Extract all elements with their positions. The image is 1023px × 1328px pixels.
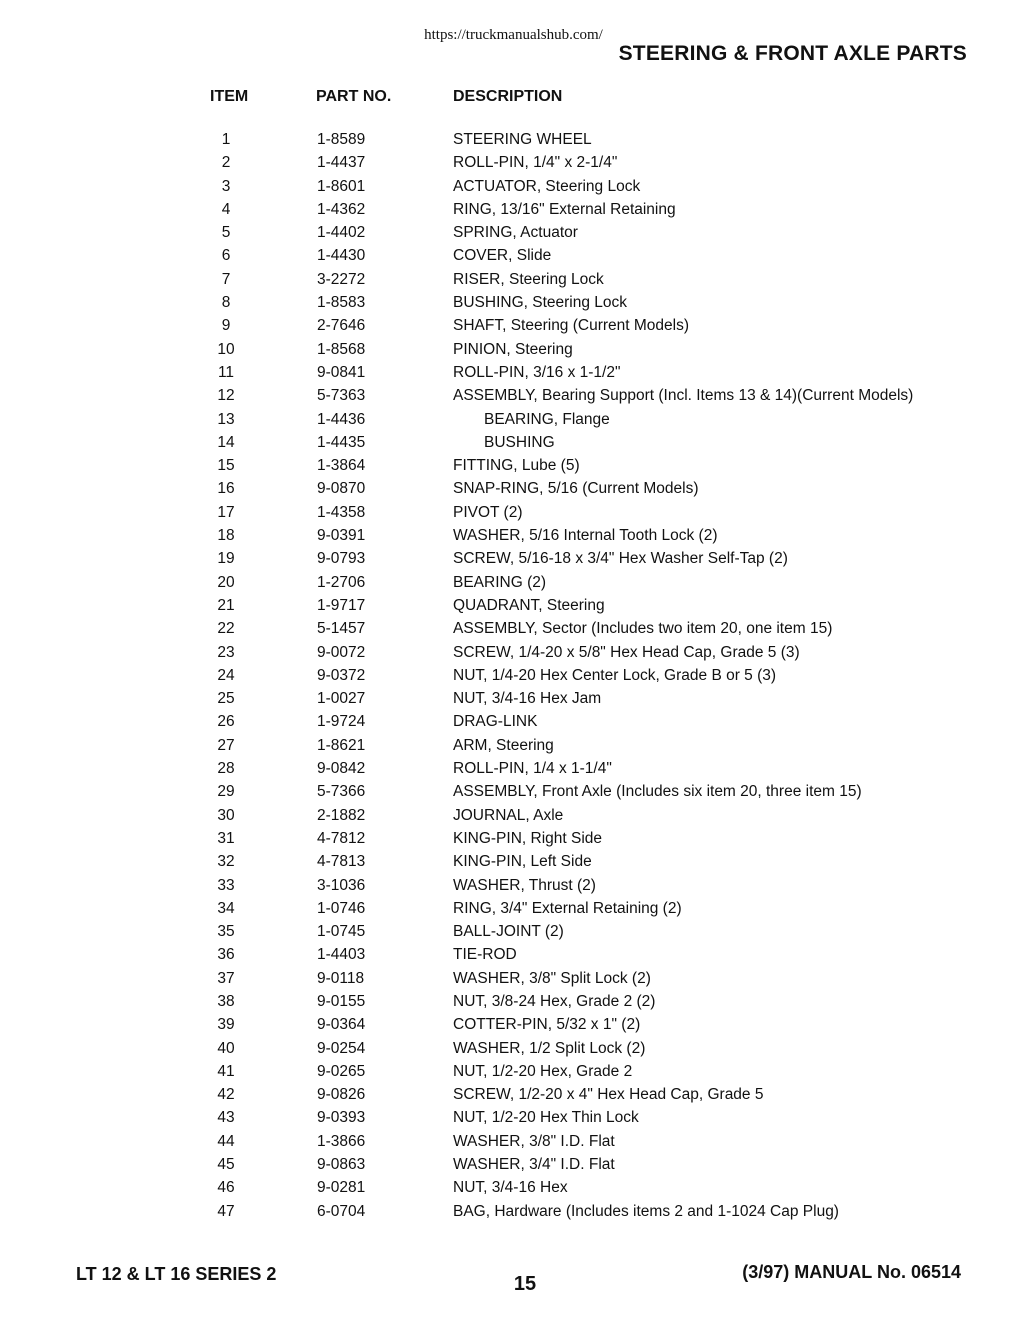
parts-row xyxy=(0,1037,1023,1060)
parts-row xyxy=(0,804,1023,827)
item-number: 24 xyxy=(217,666,235,684)
part-description: SNAP-RING, 5/16 (Current Models) xyxy=(453,480,699,498)
part-description: TIE-ROD xyxy=(453,946,517,964)
item-number: 16 xyxy=(217,480,235,498)
part-description: BUSHING, Steering Lock xyxy=(453,294,628,312)
part-description: ASSEMBLY, Front Axle (Includes six item 20, three item 15) xyxy=(453,783,862,801)
part-description: PIVOT (2) xyxy=(453,503,523,521)
part-number: 1-0745 xyxy=(317,923,366,941)
item-number: 23 xyxy=(217,643,235,661)
part-description: BAG, Hardware (Includes items 2 and 1-1024 Cap Plug) xyxy=(453,1202,839,1220)
parts-row xyxy=(0,920,1023,943)
parts-row xyxy=(0,734,1023,757)
part-description: BEARING (2) xyxy=(453,573,547,591)
part-number: 4-7812 xyxy=(317,829,366,847)
item-number: 32 xyxy=(217,853,235,871)
parts-row xyxy=(0,128,1023,151)
part-description: SPRING, Actuator xyxy=(453,224,578,242)
item-number: 27 xyxy=(217,736,235,754)
part-number: 9-0870 xyxy=(317,480,366,498)
part-description: WASHER, 1/2 Split Lock (2) xyxy=(453,1039,646,1057)
part-description: NUT, 1/2-20 Hex Thin Lock xyxy=(453,1109,639,1127)
part-description: NUT, 1/2-20 Hex, Grade 2 xyxy=(453,1062,633,1080)
parts-row xyxy=(0,268,1023,291)
item-number: 31 xyxy=(217,829,235,847)
part-description: NUT, 3/4-16 Hex Jam xyxy=(453,690,602,708)
part-number: 4-7813 xyxy=(317,853,366,871)
item-number: 44 xyxy=(217,1132,235,1150)
part-number: 1-8583 xyxy=(317,294,366,312)
parts-row xyxy=(0,664,1023,687)
part-number: 9-0265 xyxy=(317,1062,366,1080)
item-number: 1 xyxy=(221,131,231,148)
item-number: 40 xyxy=(217,1039,235,1057)
parts-row xyxy=(0,710,1023,733)
column-header-description: DESCRIPTION xyxy=(453,88,563,105)
parts-row xyxy=(0,827,1023,850)
item-number: 28 xyxy=(217,760,235,778)
parts-row xyxy=(0,314,1023,337)
item-number: 10 xyxy=(217,340,235,358)
part-description: ASSEMBLY, Bearing Support (Incl. Items 13 & 14)(Current Models) xyxy=(453,387,914,405)
part-description: ARM, Steering xyxy=(453,736,554,754)
part-description: STEERING WHEEL xyxy=(453,131,592,148)
part-number: 1-4437 xyxy=(317,154,366,172)
item-number: 26 xyxy=(217,713,235,731)
part-number: 9-0793 xyxy=(317,550,366,568)
part-description: ASSEMBLY, Sector (Includes two item 20, one item 15) xyxy=(453,620,833,638)
parts-row xyxy=(0,617,1023,640)
parts-list xyxy=(0,128,1023,1223)
item-number: 43 xyxy=(217,1109,235,1127)
parts-row xyxy=(0,594,1023,617)
parts-row xyxy=(0,1106,1023,1129)
part-description: JOURNAL, Axle xyxy=(453,806,564,824)
part-number: 9-0842 xyxy=(317,760,366,778)
parts-row xyxy=(0,151,1023,174)
item-number: 9 xyxy=(221,317,231,335)
part-number: 1-4436 xyxy=(317,410,366,428)
part-number: 1-8589 xyxy=(317,131,366,148)
part-description: WASHER, 3/8" Split Lock (2) xyxy=(453,969,651,987)
parts-row xyxy=(0,524,1023,547)
part-number: 9-0281 xyxy=(317,1179,366,1197)
parts-row xyxy=(0,198,1023,221)
part-description: KING-PIN, Left Side xyxy=(453,853,592,871)
item-number: 7 xyxy=(221,270,231,288)
part-description: RISER, Steering Lock xyxy=(453,270,604,288)
part-number: 1-8568 xyxy=(317,340,366,358)
parts-row xyxy=(0,571,1023,594)
item-number: 42 xyxy=(217,1086,235,1104)
part-description: SCREW, 5/16-18 x 3/4" Hex Washer Self-Tap (2) xyxy=(453,550,788,568)
parts-row xyxy=(0,431,1023,454)
part-number: 1-3866 xyxy=(317,1132,366,1150)
part-number: 3-1036 xyxy=(317,876,366,894)
part-description: RING, 13/16" External Retaining xyxy=(453,200,676,218)
part-description: ROLL-PIN, 3/16 x 1-1/2" xyxy=(453,363,621,381)
footer-manual-number: (3/97) MANUAL No. 06514 xyxy=(742,1262,961,1282)
part-number: 1-9717 xyxy=(317,596,366,614)
parts-row xyxy=(0,874,1023,897)
item-number: 15 xyxy=(217,457,235,475)
part-number: 1-3864 xyxy=(317,457,366,475)
part-number: 1-4362 xyxy=(317,200,366,218)
item-number: 4 xyxy=(221,200,231,218)
column-header-item: ITEM xyxy=(210,88,249,105)
parts-row xyxy=(0,338,1023,361)
part-number: 1-4402 xyxy=(317,224,366,242)
part-description: ROLL-PIN, 1/4" x 2-1/4" xyxy=(453,154,618,172)
part-number: 1-0746 xyxy=(317,899,366,917)
part-description: BALL-JOINT (2) xyxy=(453,923,564,941)
part-number: 6-0704 xyxy=(317,1202,366,1220)
parts-row xyxy=(0,1060,1023,1083)
parts-row xyxy=(0,384,1023,407)
parts-row xyxy=(0,850,1023,873)
part-number: 9-0393 xyxy=(317,1109,366,1127)
part-description: DRAG-LINK xyxy=(453,713,538,731)
part-description: ACTUATOR, Steering Lock xyxy=(453,177,641,195)
parts-row xyxy=(0,641,1023,664)
part-description: WASHER, Thrust (2) xyxy=(453,876,596,894)
part-description: BEARING, Flange xyxy=(484,410,610,428)
parts-row xyxy=(0,361,1023,384)
parts-row xyxy=(0,1200,1023,1223)
parts-row xyxy=(0,221,1023,244)
part-number: 3-2272 xyxy=(317,270,366,288)
part-number: 9-0072 xyxy=(317,643,366,661)
part-number: 1-0027 xyxy=(317,690,366,708)
part-description: SCREW, 1/4-20 x 5/8" Hex Head Cap, Grade 5 (3) xyxy=(453,643,800,661)
parts-row xyxy=(0,454,1023,477)
part-number: 1-4358 xyxy=(317,503,366,521)
part-description: BUSHING xyxy=(484,433,555,451)
item-number: 34 xyxy=(217,899,235,917)
item-number: 46 xyxy=(217,1179,235,1197)
part-number: 1-8601 xyxy=(317,177,366,195)
part-number: 9-0841 xyxy=(317,363,366,381)
item-number: 18 xyxy=(217,527,235,545)
item-number: 35 xyxy=(217,923,235,941)
part-description: ROLL-PIN, 1/4 x 1-1/4" xyxy=(453,760,612,778)
parts-row xyxy=(0,501,1023,524)
parts-row xyxy=(0,291,1023,314)
item-number: 47 xyxy=(217,1202,235,1220)
column-header-part-no: PART NO. xyxy=(316,88,392,105)
part-number: 9-0372 xyxy=(317,666,366,684)
part-description: NUT, 3/8-24 Hex, Grade 2 (2) xyxy=(453,992,656,1010)
part-number: 9-0254 xyxy=(317,1039,366,1057)
part-number: 5-7363 xyxy=(317,387,366,405)
part-number: 1-8621 xyxy=(317,736,366,754)
parts-row xyxy=(0,408,1023,431)
item-number: 37 xyxy=(217,969,235,987)
part-number: 5-7366 xyxy=(317,783,366,801)
parts-row xyxy=(0,897,1023,920)
part-number: 1-4403 xyxy=(317,946,366,964)
item-number: 29 xyxy=(217,783,235,801)
parts-row xyxy=(0,990,1023,1013)
parts-row xyxy=(0,244,1023,267)
part-number: 9-0155 xyxy=(317,992,366,1010)
item-number: 13 xyxy=(217,410,235,428)
part-number: 9-0826 xyxy=(317,1086,366,1104)
part-number: 9-0118 xyxy=(317,969,365,987)
footer-model: LT 12 & LT 16 SERIES 2 xyxy=(76,1264,277,1284)
parts-row xyxy=(0,1083,1023,1106)
item-number: 20 xyxy=(217,573,235,591)
part-description: SCREW, 1/2-20 x 4" Hex Head Cap, Grade 5 xyxy=(453,1086,764,1104)
item-number: 33 xyxy=(217,876,235,894)
part-description: SHAFT, Steering (Current Models) xyxy=(453,317,690,335)
parts-row xyxy=(0,780,1023,803)
parts-row xyxy=(0,1153,1023,1176)
parts-row xyxy=(0,1176,1023,1199)
item-number: 38 xyxy=(217,992,235,1010)
part-description: COTTER-PIN, 5/32 x 1" (2) xyxy=(453,1016,641,1034)
parts-row xyxy=(0,1013,1023,1036)
part-description: PINION, Steering xyxy=(453,340,573,358)
item-number: 22 xyxy=(217,620,235,638)
item-number: 11 xyxy=(217,363,235,381)
parts-row xyxy=(0,687,1023,710)
parts-row xyxy=(0,943,1023,966)
item-number: 45 xyxy=(217,1156,235,1174)
page-number: 15 xyxy=(513,1273,537,1295)
parts-row xyxy=(0,477,1023,500)
item-number: 25 xyxy=(217,690,235,708)
part-number: 5-1457 xyxy=(317,620,366,638)
part-number: 9-0863 xyxy=(317,1156,366,1174)
parts-row xyxy=(0,757,1023,780)
part-number: 1-2706 xyxy=(317,573,366,591)
parts-row xyxy=(0,1130,1023,1153)
part-number: 1-4430 xyxy=(317,247,366,265)
part-description: FITTING, Lube (5) xyxy=(453,457,580,475)
page-title: STEERING & FRONT AXLE PARTS xyxy=(618,42,967,65)
parts-row xyxy=(0,547,1023,570)
part-description: WASHER, 5/16 Internal Tooth Lock (2) xyxy=(453,527,718,545)
item-number: 2 xyxy=(221,154,231,172)
item-number: 14 xyxy=(217,433,235,451)
parts-row xyxy=(0,175,1023,198)
source-url[interactable]: https://truckmanualshub.com/ xyxy=(424,27,603,43)
part-number: 2-7646 xyxy=(317,317,366,335)
part-description: NUT, 1/4-20 Hex Center Lock, Grade B or 5 (3) xyxy=(453,666,777,684)
item-number: 5 xyxy=(221,224,231,242)
part-description: WASHER, 3/4" I.D. Flat xyxy=(453,1156,615,1174)
item-number: 41 xyxy=(217,1062,235,1080)
item-number: 30 xyxy=(217,806,235,824)
part-number: 9-0391 xyxy=(317,527,366,545)
item-number: 8 xyxy=(221,294,231,312)
part-description: COVER, Slide xyxy=(453,247,552,265)
part-description: KING-PIN, Right Side xyxy=(453,829,603,847)
item-number: 36 xyxy=(217,946,235,964)
part-number: 1-4435 xyxy=(317,433,366,451)
part-description: WASHER, 3/8" I.D. Flat xyxy=(453,1132,615,1150)
item-number: 12 xyxy=(217,387,235,405)
part-number: 2-1882 xyxy=(317,806,366,824)
item-number: 6 xyxy=(221,247,231,265)
part-description: NUT, 3/4-16 Hex xyxy=(453,1179,568,1197)
item-number: 21 xyxy=(217,596,235,614)
part-number: 1-9724 xyxy=(317,713,366,731)
part-description: RING, 3/4" External Retaining (2) xyxy=(453,899,682,917)
item-number: 3 xyxy=(221,177,231,195)
item-number: 17 xyxy=(217,503,235,521)
item-number: 39 xyxy=(217,1016,235,1034)
item-number: 19 xyxy=(217,550,235,568)
parts-row xyxy=(0,967,1023,990)
part-description: QUADRANT, Steering xyxy=(453,596,605,614)
part-number: 9-0364 xyxy=(317,1016,366,1034)
